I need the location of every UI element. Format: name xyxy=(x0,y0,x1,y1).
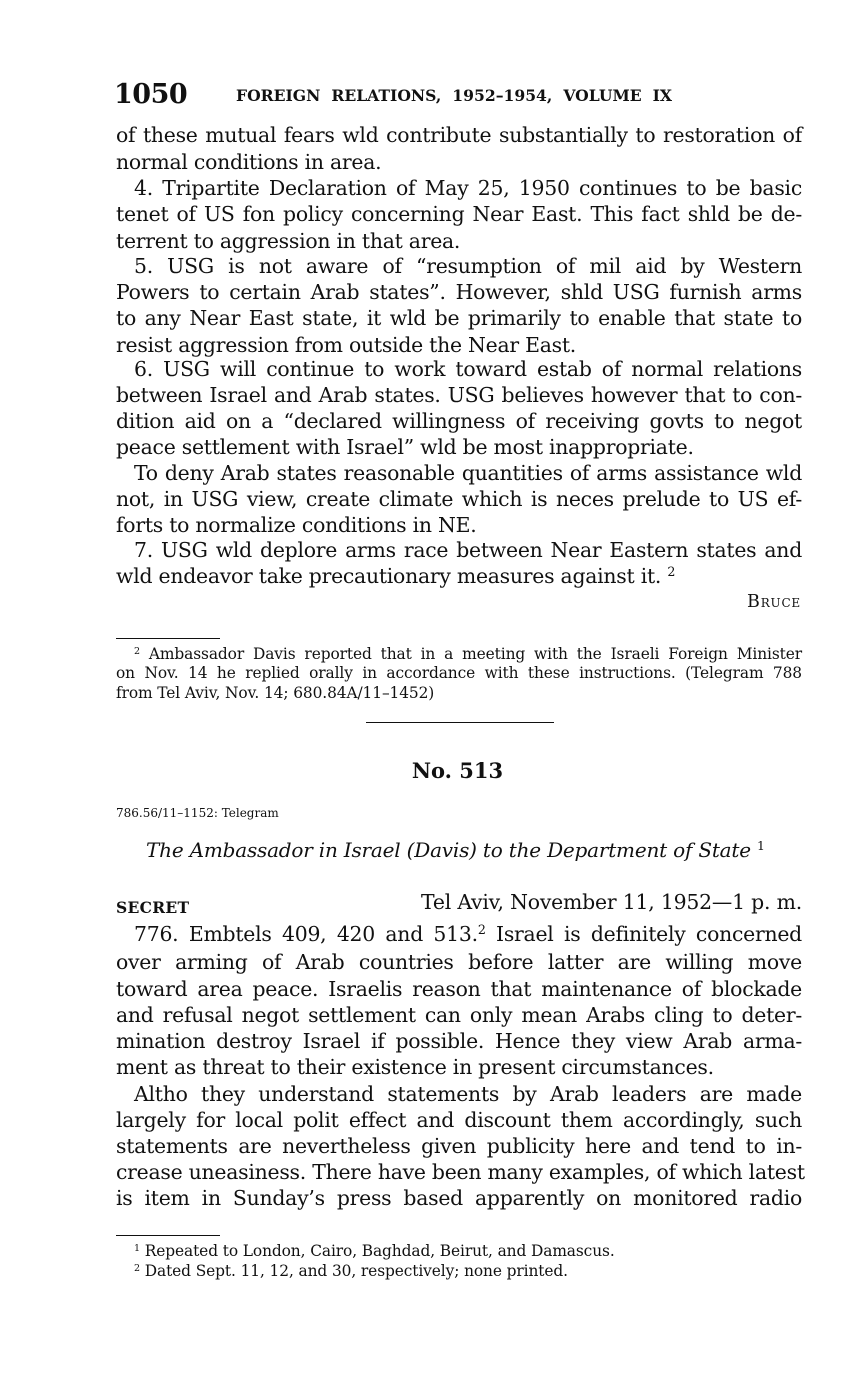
footnote-ref: 1 xyxy=(757,838,765,854)
text-line: 4. Tripartite Declaration of May 25, 1950 continues to be basic xyxy=(134,176,802,200)
section-divider xyxy=(366,722,554,723)
footnote-ref: 2 xyxy=(477,922,486,938)
text-line: is item in Sunday’s press based apparently on monitored radio xyxy=(116,1186,802,1210)
text-line: resist aggression from outside the Near East. xyxy=(116,333,577,357)
footnote-ref: 2 xyxy=(667,564,676,580)
text-line: 5. USG is not aware of “resumption of mil aid by Western xyxy=(134,254,802,278)
text-line: Powers to certain Arab states”. However, shld USG furnish arms xyxy=(116,280,802,304)
footnote-divider xyxy=(116,1235,220,1236)
title-text: The Ambassador in Israel (Davis) to the Department of State xyxy=(146,838,751,862)
footnote-marker: 1 xyxy=(134,1242,140,1254)
footnote-line xyxy=(134,1242,820,1260)
text-line: ment as threat to their existence in present circumstances. xyxy=(116,1055,714,1079)
text-line xyxy=(116,564,802,588)
footnote-marker: 2 xyxy=(134,1262,140,1274)
text-line: over arming of Arab countries before latter are willing move xyxy=(116,950,802,974)
text-line: not, in USG view, create climate which is neces prelude to US ef- xyxy=(116,487,802,511)
text-line: toward area peace. Israelis reason that maintenance of blockade xyxy=(116,977,802,1001)
text-line: peace settlement with Israel” wld be most inappropriate. xyxy=(116,435,694,459)
signature: Bruce xyxy=(747,592,801,612)
text-fragment: Israel is definitely concerned xyxy=(485,922,802,946)
text-fragment: 776. Embtels 409, 420 and 513. xyxy=(134,922,478,946)
document-title xyxy=(146,838,765,862)
footnote-line: from Tel Aviv, Nov. 14; 680.84A/11–1452) xyxy=(116,684,435,702)
text-line: forts to normalize conditions in NE. xyxy=(116,513,477,537)
footnote-divider xyxy=(116,638,220,639)
text-line: terrent to aggression in that area. xyxy=(116,229,461,253)
text-line: 6. USG will continue to work toward estab of normal relations xyxy=(134,357,802,381)
text-line: crease uneasiness. There have been many examples, of which latest xyxy=(116,1160,805,1184)
text-line: 7. USG wld deplore arms race between Near Eastern states and xyxy=(134,538,802,562)
footnote-text: Repeated to London, Cairo, Baghdad, Beirut, and Damascus. xyxy=(144,1242,615,1260)
running-title: FOREIGN RELATIONS, 1952–1954, VOLUME IX xyxy=(236,86,672,105)
document-number: No. 513 xyxy=(411,758,504,783)
text-line: and refusal negot settlement can only mean Arabs cling to deter- xyxy=(116,1003,802,1027)
footnote-line xyxy=(134,645,802,663)
footnote-marker: 2 xyxy=(134,645,140,657)
text-line: tenet of US fon policy concerning Near East. This fact shld be de- xyxy=(116,202,802,226)
text-line: of these mutual fears wld contribute substantially to restoration of xyxy=(116,123,802,147)
text-line: To deny Arab states reasonable quantities of arms assistance wld xyxy=(134,461,802,485)
footnote-line: on Nov. 14 he replied orally in accordance with these instructions. (Telegram 788 xyxy=(116,664,802,682)
place-date: Tel Aviv, November 11, 1952—1 p. m. xyxy=(421,890,802,914)
footnote-text: Ambassador Davis reported that in a meeting with the Israeli Foreign Minister xyxy=(148,645,802,663)
classification: SECRET xyxy=(116,898,190,917)
page-number: 1050 xyxy=(114,79,188,110)
text-line: Altho they understand statements by Arab leaders are made xyxy=(134,1082,802,1106)
text-line: normal conditions in area. xyxy=(116,150,382,174)
file-reference: 786.56/11–1152: Telegram xyxy=(116,806,279,820)
text-line: mination destroy Israel if possible. Hence they view Arab arma- xyxy=(116,1029,802,1053)
text-line: between Israel and Arab states. USG believes however that to con- xyxy=(116,383,802,407)
footnote-text: Dated Sept. 11, 12, and 30, respectively; none printed. xyxy=(144,1262,568,1280)
text-line: dition aid on a “declared willingness of receiving govts to negot xyxy=(116,409,802,433)
footnote-line xyxy=(134,1262,820,1280)
text-line: largely for local polit effect and discount them accordingly, such xyxy=(116,1108,802,1132)
text-line xyxy=(134,922,802,946)
text-line: to any Near East state, it wld be primarily to enable that state to xyxy=(116,306,802,330)
text-fragment: wld endeavor take precautionary measures against it. xyxy=(116,564,662,588)
text-line: statements are nevertheless given publicity here and tend to in- xyxy=(116,1134,802,1158)
